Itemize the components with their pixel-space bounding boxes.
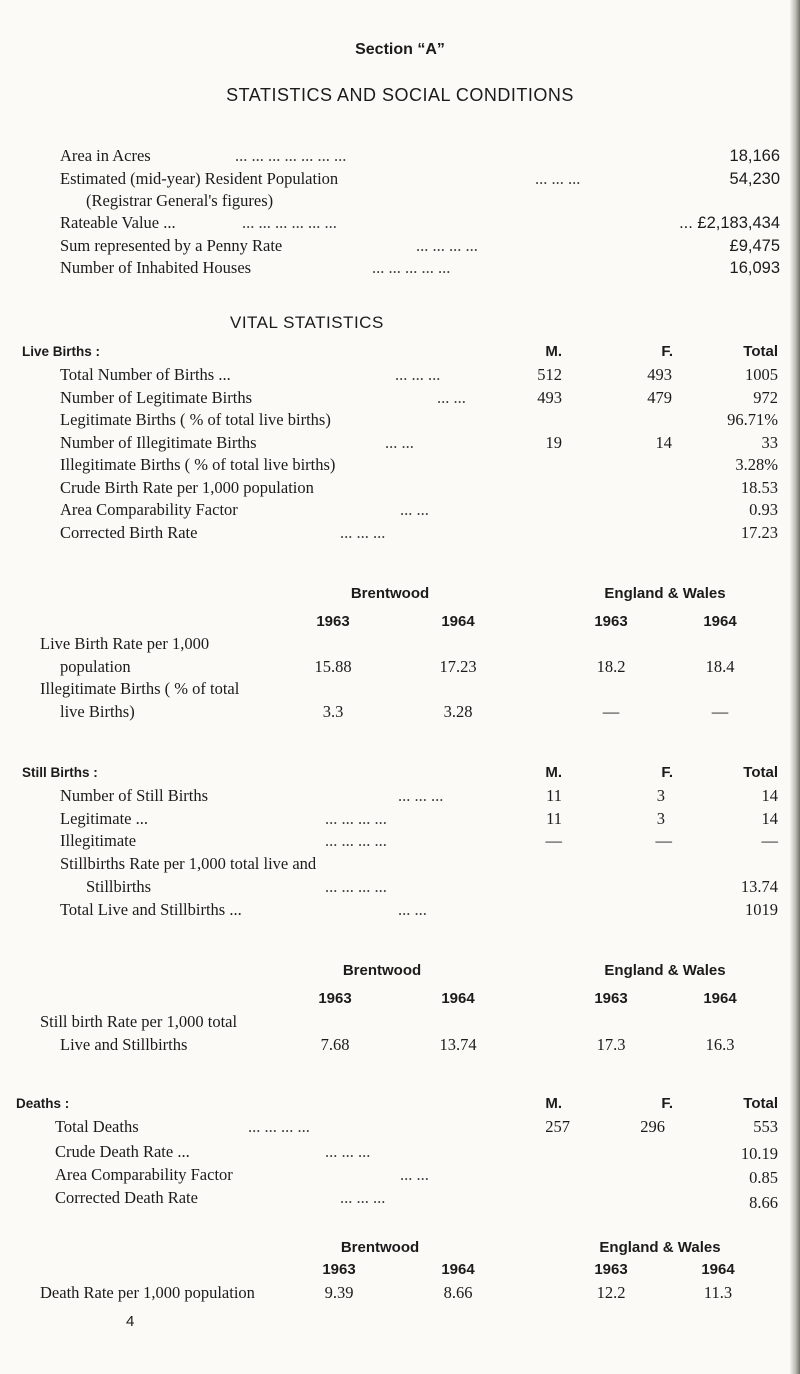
- england-wales-header: England & Wales: [604, 962, 726, 979]
- year-header: 1963: [594, 990, 628, 1007]
- compare-row-label: Death Rate per 1,000 population: [40, 1283, 255, 1302]
- year-header: 1963: [594, 613, 628, 630]
- section-title: Section “A”: [355, 41, 445, 58]
- compare-value: —: [602, 702, 620, 721]
- live-birth-row-dots: ... ...: [385, 433, 414, 452]
- year-header: 1964: [441, 1261, 475, 1278]
- general-row-label: Number of Inhabited Houses: [60, 258, 252, 277]
- live-birth-row-m: 512: [537, 365, 562, 384]
- compare-value: 17.23: [439, 657, 477, 676]
- general-row-label: (Registrar General's figures): [86, 191, 274, 210]
- live-birth-row-total: 3.28%: [735, 455, 778, 474]
- page-number: 4: [126, 1313, 135, 1330]
- still-birth-row-m: —: [545, 831, 562, 850]
- compare-value: 15.88: [314, 657, 352, 676]
- death-row-m: 257: [545, 1117, 570, 1136]
- live-birth-row-total: 17.23: [740, 523, 778, 542]
- year-header: 1964: [441, 613, 475, 630]
- still-birth-row-dots: ... ... ... ...: [325, 877, 387, 896]
- deaths-heading: Deaths :: [16, 1096, 70, 1111]
- compare-value: 18.4: [705, 657, 735, 676]
- england-wales-header: England & Wales: [599, 1239, 721, 1256]
- live-birth-row-m: 19: [545, 433, 562, 452]
- still-birth-row-label: Total Live and Stillbirths ...: [60, 900, 242, 919]
- col-header-total: Total: [743, 1095, 778, 1112]
- live-birth-row-total: 0.93: [749, 500, 778, 519]
- col-header-f: F.: [661, 343, 673, 360]
- compare-row-label: population: [60, 657, 131, 676]
- death-row-label: Crude Death Rate ...: [55, 1142, 190, 1161]
- death-row-dots: ... ... ... ...: [248, 1117, 310, 1136]
- compare-row-label: Illegitimate Births ( % of total: [40, 679, 240, 698]
- general-row-value: ... £2,183,434: [679, 214, 780, 232]
- compare-row-label: live Births): [60, 702, 135, 721]
- compare-value: 16.3: [705, 1035, 735, 1054]
- compare-row-label: Live and Stillbirths: [60, 1035, 188, 1054]
- still-birth-row-dots: ... ... ... ...: [325, 831, 387, 850]
- still-birth-row-dots: ... ...: [398, 900, 427, 919]
- death-row-dots: ... ...: [400, 1165, 429, 1184]
- still-birth-row-f: —: [655, 831, 672, 850]
- live-birth-row-label: Crude Birth Rate per 1,000 population: [60, 478, 314, 497]
- live-birth-row-total: 972: [753, 388, 778, 407]
- still-births-heading: Still Births :: [22, 765, 98, 780]
- still-birth-row-label: Number of Still Births: [60, 786, 209, 805]
- live-birth-row-label: Legitimate Births ( % of total live births): [60, 410, 331, 429]
- compare-value: 13.74: [439, 1035, 477, 1054]
- main-title: STATISTICS AND SOCIAL CONDITIONS: [226, 85, 574, 105]
- live-birth-row-f: 14: [655, 433, 672, 452]
- col-header-total: Total: [743, 764, 778, 781]
- live-birth-row-label: Total Number of Births ...: [60, 365, 231, 384]
- live-birth-row-dots: ... ... ...: [340, 523, 386, 542]
- general-row-value: £9,475: [729, 237, 780, 255]
- still-birth-row-total: 13.74: [740, 877, 778, 896]
- live-birth-row-dots: ... ...: [437, 388, 466, 407]
- still-birth-row-total: 1019: [745, 900, 778, 919]
- live-birth-row-label: Illegitimate Births ( % of total live births): [60, 455, 336, 474]
- general-row-dots: ... ... ... ...: [416, 236, 478, 255]
- compare-value: 9.39: [324, 1283, 354, 1302]
- year-header: 1964: [701, 1261, 735, 1278]
- col-header-m: M.: [545, 764, 562, 781]
- col-header-total: Total: [743, 343, 778, 360]
- col-header-m: M.: [545, 1095, 562, 1112]
- brentwood-header: Brentwood: [342, 962, 422, 979]
- still-birth-row-total: 14: [761, 786, 778, 805]
- brentwood-header: Brentwood: [350, 585, 430, 602]
- death-row-label: Total Deaths: [55, 1117, 139, 1136]
- death-row-label: Corrected Death Rate: [55, 1188, 198, 1207]
- still-birth-row-dots: ... ... ... ...: [325, 809, 387, 828]
- compare-row-label: Live Birth Rate per 1,000: [40, 634, 210, 653]
- general-row-dots: ... ... ...: [535, 169, 581, 188]
- page-edge-shadow: [790, 0, 800, 1374]
- live-birth-row-f: 493: [647, 365, 672, 384]
- death-row-total: 10.19: [740, 1144, 778, 1163]
- compare-value: 17.3: [596, 1035, 626, 1054]
- general-row-dots: ... ... ... ... ...: [372, 258, 451, 277]
- still-birth-row-dots: ... ... ...: [398, 786, 444, 805]
- still-birth-row-label: Illegitimate: [60, 831, 137, 850]
- death-row-total: 553: [753, 1117, 778, 1136]
- live-birth-row-total: 33: [761, 433, 778, 452]
- compare-row-label: Still birth Rate per 1,000 total: [40, 1012, 238, 1031]
- still-birth-row-f: 3: [656, 786, 665, 805]
- compare-value: 8.66: [443, 1283, 473, 1302]
- death-row-dots: ... ... ...: [325, 1142, 371, 1161]
- still-birth-row-total: —: [761, 831, 778, 850]
- live-birth-row-total: 1005: [745, 365, 778, 384]
- year-header: 1963: [322, 1261, 356, 1278]
- col-header-m: M.: [545, 343, 562, 360]
- general-row-label: Area in Acres: [60, 146, 151, 165]
- general-row-value: 54,230: [729, 170, 780, 188]
- death-row-total: 8.66: [749, 1193, 778, 1212]
- live-birth-row-dots: ... ... ...: [395, 365, 441, 384]
- live-birth-row-f: 479: [647, 388, 672, 407]
- live-birth-row-dots: ... ...: [400, 500, 429, 519]
- year-header: 1963: [318, 990, 352, 1007]
- still-birth-row-f: 3: [656, 809, 665, 828]
- live-birth-row-label: Number of Illegitimate Births: [60, 433, 257, 452]
- live-birth-row-total: 96.71%: [727, 410, 778, 429]
- compare-value: 18.2: [596, 657, 626, 676]
- live-birth-row-label: Corrected Birth Rate: [60, 523, 198, 542]
- live-birth-row-label: Area Comparability Factor: [60, 500, 238, 519]
- general-row-label: Sum represented by a Penny Rate: [60, 236, 283, 255]
- year-header: 1964: [703, 990, 737, 1007]
- vital-statistics-title: VITAL STATISTICS: [230, 313, 384, 332]
- general-row-label: Estimated (mid-year) Resident Population: [60, 169, 339, 188]
- brentwood-header: Brentwood: [340, 1239, 420, 1256]
- live-birth-row-total: 18.53: [740, 478, 778, 497]
- england-wales-header: England & Wales: [604, 585, 726, 602]
- still-birth-row-label: Legitimate ...: [60, 809, 148, 828]
- compare-value: 3.3: [322, 702, 344, 721]
- compare-value: 12.2: [596, 1283, 626, 1302]
- death-row-dots: ... ... ...: [340, 1188, 386, 1207]
- still-birth-row-label: Stillbirths: [86, 877, 152, 896]
- general-row-value: 18,166: [729, 147, 780, 165]
- col-header-f: F.: [661, 1095, 673, 1112]
- general-row-label: Rateable Value ...: [60, 213, 176, 232]
- live-births-heading: Live Births :: [22, 344, 101, 359]
- still-birth-row-m: 11: [546, 786, 562, 805]
- still-birth-row-m: 11: [546, 809, 562, 828]
- still-birth-row-total: 14: [761, 809, 778, 828]
- still-birth-row-label: Stillbirths Rate per 1,000 total live and: [60, 854, 317, 873]
- death-row-label: Area Comparability Factor: [55, 1165, 233, 1184]
- compare-value: 3.28: [443, 702, 473, 721]
- death-row-total: 0.85: [749, 1168, 778, 1187]
- death-row-f: 296: [640, 1117, 665, 1136]
- compare-value: —: [711, 702, 729, 721]
- live-birth-row-label: Number of Legitimate Births: [60, 388, 252, 407]
- year-header: 1964: [703, 613, 737, 630]
- general-row-value: 16,093: [729, 259, 780, 277]
- live-birth-row-m: 493: [537, 388, 562, 407]
- col-header-f: F.: [661, 764, 673, 781]
- compare-value: 7.68: [320, 1035, 350, 1054]
- general-row-dots: ... ... ... ... ... ... ...: [235, 146, 347, 165]
- general-row-dots: ... ... ... ... ... ...: [242, 213, 337, 232]
- year-header: 1964: [441, 990, 475, 1007]
- year-header: 1963: [316, 613, 350, 630]
- compare-value: 11.3: [703, 1283, 733, 1302]
- year-header: 1963: [594, 1261, 628, 1278]
